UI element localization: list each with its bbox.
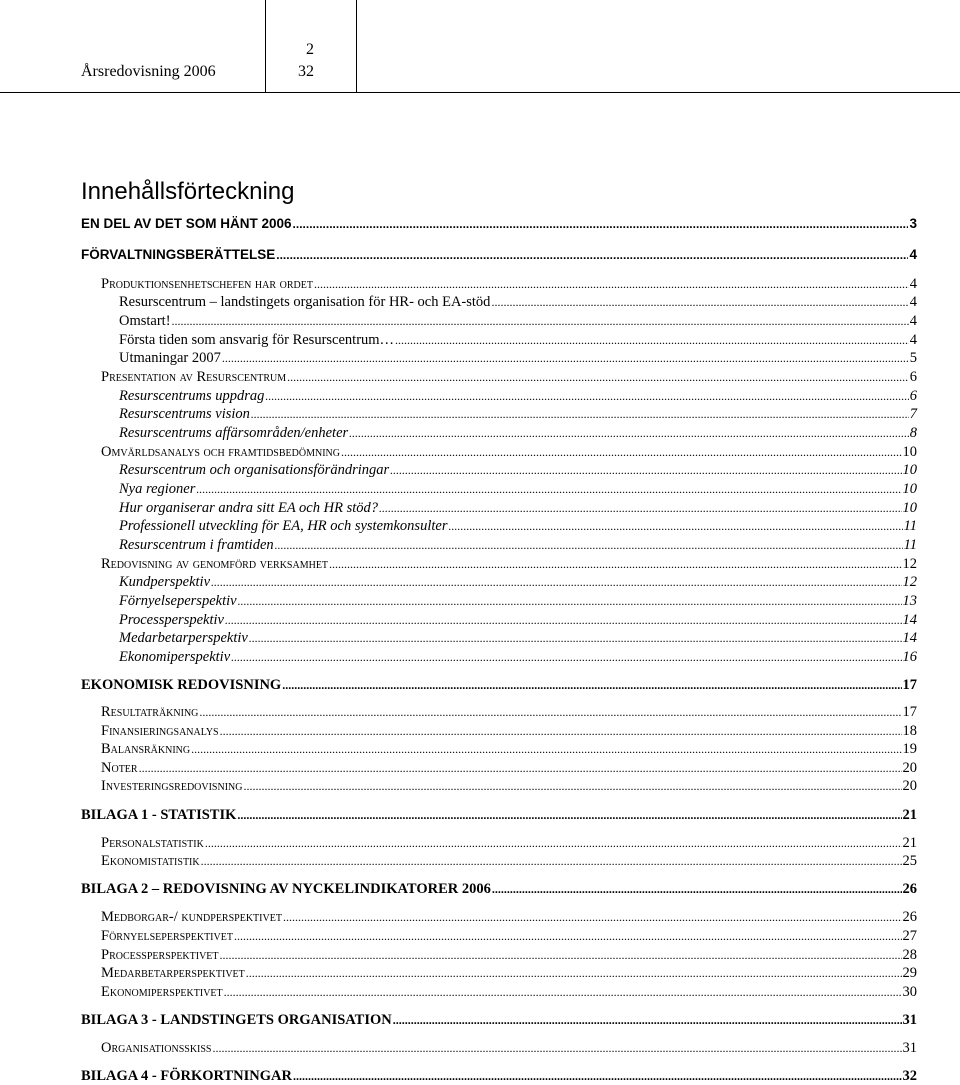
toc-entry[interactable]: Nya regioner ..... 10 (119, 480, 917, 498)
toc-entry[interactable]: BILAGA 1 - STATISTIK ..... 21 (81, 806, 917, 824)
toc-entry[interactable]: Resurscentrums vision ..... 7 (119, 405, 917, 423)
toc-entry[interactable]: Förnyelseperspektiv ..... 13 (119, 592, 917, 610)
toc-entry[interactable]: Produktionsenhetschefen har ordet ..... 4 (101, 275, 917, 293)
toc-entry[interactable]: Processperspektiv ..... 14 (119, 611, 917, 629)
toc-heading: Innehållsförteckning (81, 178, 295, 205)
toc-entry[interactable]: BILAGA 4 - FÖRKORTNINGAR ..... 32 (81, 1067, 917, 1085)
page-total: 32 (298, 63, 314, 80)
toc-entry[interactable]: Resurscentrum och organisationsförändringar ..... 10 (119, 461, 917, 479)
toc-entry[interactable]: Medarbetarperspektivet ..... 29 (101, 964, 917, 982)
toc-entry[interactable]: Resurscentrum – landstingets organisation för HR- och EA-stöd ..... 4 (119, 293, 917, 311)
toc-entry[interactable]: Professionell utveckling för EA, HR och systemkonsulter ..... 11 (119, 517, 917, 535)
toc-entry[interactable]: Medborgar-/ kundperspektivet ..... 26 (101, 908, 917, 926)
toc-entry[interactable]: Balansräkning ..... 19 (101, 740, 917, 758)
toc-entry[interactable]: Resultaträkning ..... 17 (101, 703, 917, 721)
toc-entry[interactable]: Noter ..... 20 (101, 759, 917, 777)
toc-entry[interactable]: Resurscentrum i framtiden ..... 11 (119, 536, 917, 554)
toc-entry[interactable]: Utmaningar 2007 ..... 5 (119, 349, 917, 367)
toc-entry[interactable]: Investeringsredovisning ..... 20 (101, 777, 917, 795)
toc-entry[interactable]: FÖRVALTNINGSBERÄTTELSE ..... 4 (81, 246, 917, 264)
document-title: Årsredovisning 2006 (81, 63, 216, 80)
toc-entry[interactable]: Organisationsskiss ..... 31 (101, 1039, 917, 1057)
toc-entry[interactable]: Redovisning av genomförd verksamhet ..... 12 (101, 555, 917, 573)
toc-entry[interactable]: Ekonomiperspektiv ..... 16 (119, 648, 917, 666)
toc-entry[interactable]: Personalstatistik ..... 21 (101, 834, 917, 852)
toc-entry[interactable]: Ekonomistatistik ..... 25 (101, 852, 917, 870)
toc-entry[interactable]: Resurscentrums affärsområden/enheter ..... 8 (119, 424, 917, 442)
toc-entry[interactable]: Presentation av Resurscentrum ..... 6 (101, 368, 917, 386)
toc-entry[interactable]: BILAGA 2 – REDOVISNING AV NYCKELINDIKATORER 2006 ..... 26 (81, 880, 917, 898)
toc-entry[interactable]: Ekonomiperspektivet ..... 30 (101, 983, 917, 1001)
toc-entry[interactable]: Processperspektivet ..... 28 (101, 946, 917, 964)
toc-entry[interactable]: EKONOMISK REDOVISNING ..... 17 (81, 676, 917, 694)
toc-entry[interactable]: Finansieringsanalys ..... 18 (101, 722, 917, 740)
toc-entry[interactable]: Medarbetarperspektiv ..... 14 (119, 629, 917, 647)
toc-entry[interactable]: Kundperspektiv ..... 12 (119, 573, 917, 591)
toc-entry[interactable]: Omstart! ..... 4 (119, 312, 917, 330)
toc-entry[interactable]: Omvärldsanalys och framtidsbedömning ..... 10 (101, 443, 917, 461)
toc-entry[interactable]: Hur organiserar andra sitt EA och HR stöd? ..... 10 (119, 499, 917, 517)
toc-entry[interactable]: BILAGA 3 - LANDSTINGETS ORGANISATION ..... 31 (81, 1011, 917, 1029)
page-number: 2 (306, 41, 314, 58)
toc-entry[interactable]: Första tiden som ansvarig för Resurscentrum… ..... 4 (119, 331, 917, 349)
toc-entry[interactable]: Resurscentrums uppdrag ..... 6 (119, 387, 917, 405)
toc-entry[interactable]: EN DEL AV DET SOM HÄNT 2006 ..... 3 (81, 215, 917, 233)
toc-entry[interactable]: Förnyelseperspektivet ..... 27 (101, 927, 917, 945)
